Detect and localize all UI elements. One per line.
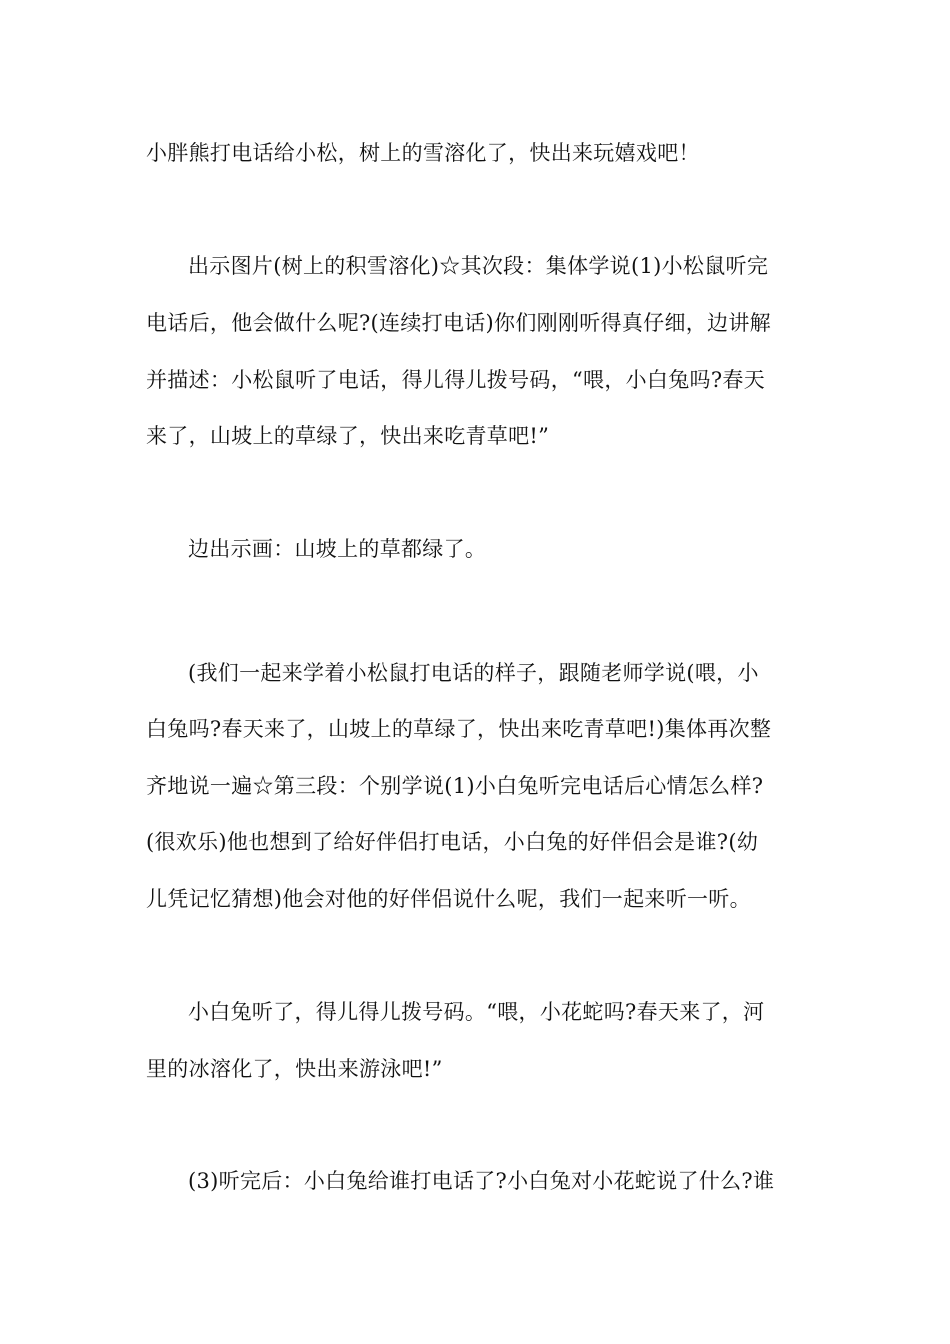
text-line: (3)听完后：小白兔给谁打电话了?小白兔对小花蛇说了什么?谁 xyxy=(188,1169,775,1193)
text-line: 齐地说一遍☆第三段：个别学说(1)小白兔听完电话后心情怎么样? xyxy=(146,774,764,798)
text-line: 儿凭记忆猜想)他会对他的好伴侣说什么呢，我们一起来听一听。 xyxy=(146,887,751,911)
text-line: 小胖熊打电话给小松，树上的雪溶化了，快出来玩嬉戏吧！ xyxy=(146,141,700,165)
text-line: 白兔吗?春天来了，山坡上的草绿了，快出来吃青草吧!)集体再次整 xyxy=(146,717,772,741)
text-line: 小白兔听了，得儿得儿拨号码。“喂，小花蛇吗?春天来了，河 xyxy=(188,1000,765,1024)
text-line: 出示图片(树上的积雪溶化)☆其次段：集体学说(1)小松鼠听完 xyxy=(188,254,769,278)
text-line: (很欢乐)他也想到了给好伴侣打电话，小白兔的好伴侣会是谁?(幼 xyxy=(146,830,759,854)
text-line: 边出示画：山坡上的草都绿了。 xyxy=(188,537,487,561)
text-line: 里的冰溶化了，快出来游泳吧!” xyxy=(146,1057,443,1081)
text-line: 来了，山坡上的草绿了，快出来吃青草吧!” xyxy=(146,424,550,448)
text-line: (我们一起来学着小松鼠打电话的样子，跟随老师学说(喂，小 xyxy=(188,661,759,685)
text-line: 电话后，他会做什么呢?(连续打电话)你们刚刚听得真仔细，边讲解 xyxy=(146,311,771,335)
text-line: 并描述：小松鼠听了电话，得儿得儿拨号码，“喂，小白兔吗?春天 xyxy=(146,368,765,392)
